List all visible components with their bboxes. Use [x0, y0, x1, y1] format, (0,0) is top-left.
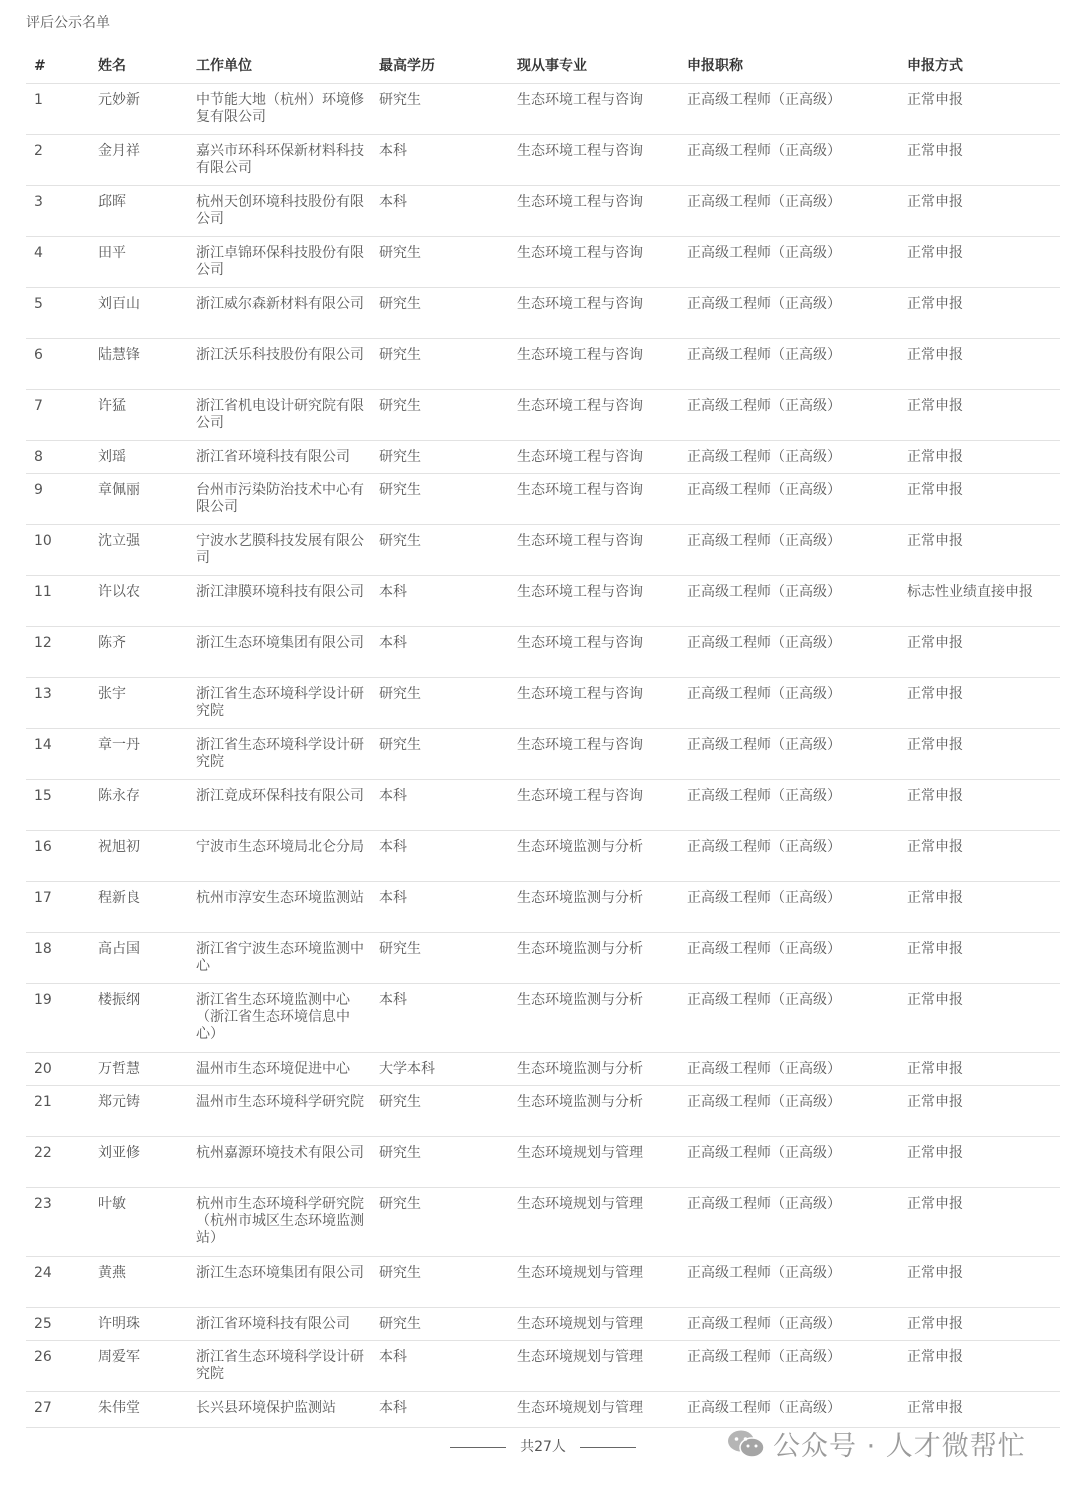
table-row — [26, 729, 1060, 780]
header-title: 申报职称 — [687, 58, 743, 74]
cell-specialty: 生态环境监测与分析 — [517, 992, 643, 1008]
cell-specialty: 生态环境工程与咨询 — [517, 194, 643, 210]
cell-specialty: 生态环境工程与咨询 — [517, 92, 643, 108]
table-row — [26, 627, 1060, 678]
cell-mode: 正常申报 — [907, 788, 963, 804]
cell-name: 楼振纲 — [98, 992, 140, 1008]
cell-name: 张宇 — [98, 686, 126, 702]
cell-number: 9 — [34, 482, 43, 498]
cell-name: 叶敏 — [98, 1196, 126, 1212]
cell-number: 18 — [34, 941, 52, 957]
cell-employer: 浙江省环境科技有限公司 — [196, 449, 350, 465]
cell-education: 研究生 — [379, 737, 421, 753]
table-row — [26, 678, 1060, 729]
cell-education: 本科 — [379, 890, 407, 906]
cell-education: 研究生 — [379, 1316, 421, 1332]
cell-name: 高占国 — [98, 941, 140, 957]
cell-specialty: 生态环境规划与管理 — [517, 1265, 643, 1281]
cell-number: 15 — [34, 788, 52, 804]
table-row — [26, 84, 1060, 135]
cell-title: 正高级工程师（正高级） — [687, 839, 841, 855]
table-row — [26, 1086, 1060, 1137]
cell-employer: 温州市生态环境促进中心 — [196, 1061, 350, 1077]
cell-number: 1 — [34, 92, 43, 108]
cell-education: 本科 — [379, 143, 407, 159]
cell-title: 正高级工程师（正高级） — [687, 194, 841, 210]
table-row — [26, 237, 1060, 288]
cell-employer: 杭州嘉源环境技术有限公司 — [196, 1145, 364, 1161]
table-row — [26, 1308, 1060, 1341]
cell-education: 研究生 — [379, 941, 421, 957]
header-education: 最高学历 — [379, 58, 435, 74]
cell-mode: 正常申报 — [907, 686, 963, 702]
cell-title: 正高级工程师（正高级） — [687, 788, 841, 804]
cell-title: 正高级工程师（正高级） — [687, 1094, 841, 1110]
cell-number: 22 — [34, 1145, 52, 1161]
cell-education: 本科 — [379, 992, 407, 1008]
cell-education: 研究生 — [379, 686, 421, 702]
watermark-text: 公众号 · 人才微帮忙 — [773, 1431, 1026, 1462]
cell-employer: 浙江省生态环境监测中心（浙江省生态环境信息中心） — [196, 992, 350, 1042]
cell-education: 研究生 — [379, 482, 421, 498]
cell-title: 正高级工程师（正高级） — [687, 941, 841, 957]
cell-employer: 长兴县环境保护监测站 — [196, 1400, 336, 1416]
cell-title: 正高级工程师（正高级） — [687, 449, 841, 465]
table-row — [26, 390, 1060, 441]
cell-employer: 浙江沃乐科技股份有限公司 — [196, 347, 364, 363]
watermark — [727, 1424, 1026, 1463]
cell-name: 陆慧锋 — [98, 347, 140, 363]
cell-name: 沈立强 — [98, 533, 140, 549]
table-row — [26, 339, 1060, 390]
cell-mode: 正常申报 — [907, 1061, 963, 1077]
cell-employer: 浙江省生态环境科学设计研究院 — [196, 686, 364, 719]
cell-name: 金月祥 — [98, 143, 140, 159]
cell-number: 5 — [34, 296, 43, 312]
table-row — [26, 1137, 1060, 1188]
cell-education: 研究生 — [379, 347, 421, 363]
cell-employer: 浙江生态环境集团有限公司 — [196, 635, 364, 651]
cell-name: 许明珠 — [98, 1316, 140, 1332]
cell-education: 本科 — [379, 1400, 407, 1416]
cell-name: 刘瑶 — [98, 449, 126, 465]
cell-title: 正高级工程师（正高级） — [687, 398, 841, 414]
cell-employer: 杭州天创环境科技股份有限公司 — [196, 194, 364, 227]
cell-mode: 标志性业绩直接申报 — [907, 584, 1033, 600]
cell-number: 10 — [34, 533, 52, 549]
cell-title: 正高级工程师（正高级） — [687, 890, 841, 906]
cell-education: 研究生 — [379, 245, 421, 261]
table-row — [26, 831, 1060, 882]
cell-education: 研究生 — [379, 398, 421, 414]
cell-specialty: 生态环境监测与分析 — [517, 1094, 643, 1110]
cell-education: 研究生 — [379, 1196, 421, 1212]
cell-education: 研究生 — [379, 533, 421, 549]
cell-mode: 正常申报 — [907, 1316, 963, 1332]
cell-employer: 杭州市生态环境科学研究院（杭州市城区生态环境监测站） — [196, 1196, 364, 1246]
cell-title: 正高级工程师（正高级） — [687, 584, 841, 600]
cell-mode: 正常申报 — [907, 398, 963, 414]
cell-name: 陈永存 — [98, 788, 140, 804]
cell-name: 郑元铸 — [98, 1094, 140, 1110]
cell-education: 本科 — [379, 584, 407, 600]
cell-education: 本科 — [379, 788, 407, 804]
cell-employer: 宁波水艺膜科技发展有限公司 — [196, 533, 364, 566]
cell-education: 本科 — [379, 1349, 407, 1365]
cell-number: 3 — [34, 194, 43, 210]
cell-name: 许以农 — [98, 584, 140, 600]
cell-name: 许猛 — [98, 398, 126, 414]
cell-mode: 正常申报 — [907, 737, 963, 753]
candidate-table — [26, 50, 1060, 1428]
cell-employer: 浙江省宁波生态环境监测中心 — [196, 941, 364, 974]
cell-specialty: 生态环境监测与分析 — [517, 890, 643, 906]
cell-specialty: 生态环境监测与分析 — [517, 1061, 643, 1077]
cell-number: 21 — [34, 1094, 52, 1110]
cell-employer: 浙江省生态环境科学设计研究院 — [196, 1349, 364, 1382]
cell-employer: 浙江津膜环境科技有限公司 — [196, 584, 364, 600]
cell-specialty: 生态环境规划与管理 — [517, 1196, 643, 1212]
cell-number: 19 — [34, 992, 52, 1008]
table-row — [26, 1341, 1060, 1392]
cell-title: 正高级工程师（正高级） — [687, 737, 841, 753]
table-row — [26, 288, 1060, 339]
cell-number: 6 — [34, 347, 43, 363]
cell-title: 正高级工程师（正高级） — [687, 347, 841, 363]
cell-employer: 台州市污染防治技术中心有限公司 — [196, 482, 364, 515]
table-row — [26, 1188, 1060, 1257]
cell-mode: 正常申报 — [907, 194, 963, 210]
cell-employer: 中节能大地（杭州）环境修复有限公司 — [196, 92, 364, 125]
cell-education: 研究生 — [379, 92, 421, 108]
cell-title: 正高级工程师（正高级） — [687, 482, 841, 498]
table-row — [26, 576, 1060, 627]
table-row — [26, 441, 1060, 474]
cell-education: 本科 — [379, 839, 407, 855]
cell-employer: 杭州市淳安生态环境监测站 — [196, 890, 364, 906]
cell-number: 27 — [34, 1400, 52, 1416]
table-row — [26, 1392, 1060, 1428]
cell-number: 4 — [34, 245, 43, 261]
cell-title: 正高级工程师（正高级） — [687, 992, 841, 1008]
cell-mode: 正常申报 — [907, 533, 963, 549]
cell-mode: 正常申报 — [907, 449, 963, 465]
header-mode: 申报方式 — [907, 58, 963, 74]
table-header-row — [26, 50, 1060, 84]
cell-name: 田平 — [98, 245, 126, 261]
cell-title: 正高级工程师（正高级） — [687, 143, 841, 159]
cell-employer: 宁波市生态环境局北仑分局 — [196, 839, 364, 855]
cell-specialty: 生态环境工程与咨询 — [517, 347, 643, 363]
page-title: 评后公示名单 — [26, 15, 110, 31]
cell-mode: 正常申报 — [907, 1145, 963, 1161]
cell-specialty: 生态环境工程与咨询 — [517, 143, 643, 159]
cell-education: 研究生 — [379, 296, 421, 312]
cell-education: 本科 — [379, 194, 407, 210]
cell-employer: 浙江竟成环保科技有限公司 — [196, 788, 364, 804]
table-row — [26, 525, 1060, 576]
cell-education: 大学本科 — [379, 1061, 435, 1077]
cell-name: 万哲慧 — [98, 1061, 140, 1077]
cell-employer: 浙江省机电设计研究院有限公司 — [196, 398, 364, 431]
cell-specialty: 生态环境工程与咨询 — [517, 482, 643, 498]
cell-name: 章一丹 — [98, 737, 140, 753]
cell-number: 24 — [34, 1265, 52, 1281]
cell-specialty: 生态环境规划与管理 — [517, 1145, 643, 1161]
cell-number: 26 — [34, 1349, 52, 1365]
cell-employer: 嘉兴市环科环保新材料科技有限公司 — [196, 143, 364, 176]
cell-employer: 浙江省生态环境科学设计研究院 — [196, 737, 364, 770]
cell-specialty: 生态环境工程与咨询 — [517, 296, 643, 312]
table-row — [26, 984, 1060, 1053]
cell-mode: 正常申报 — [907, 890, 963, 906]
cell-mode: 正常申报 — [907, 1265, 963, 1281]
table-row — [26, 186, 1060, 237]
total-count: 共27人 — [520, 1439, 566, 1455]
cell-specialty: 生态环境工程与咨询 — [517, 398, 643, 414]
cell-specialty: 生态环境规划与管理 — [517, 1349, 643, 1365]
cell-employer: 浙江生态环境集团有限公司 — [196, 1265, 364, 1281]
cell-title: 正高级工程师（正高级） — [687, 1265, 841, 1281]
table-row — [26, 1257, 1060, 1308]
table-body — [26, 84, 1060, 1428]
cell-education: 研究生 — [379, 1145, 421, 1161]
cell-name: 祝旭初 — [98, 839, 140, 855]
cell-title: 正高级工程师（正高级） — [687, 1061, 841, 1077]
cell-number: 17 — [34, 890, 52, 906]
cell-specialty: 生态环境规划与管理 — [517, 1316, 643, 1332]
cell-number: 20 — [34, 1061, 52, 1077]
footer-line-right — [580, 1447, 636, 1448]
cell-number: 23 — [34, 1196, 52, 1212]
cell-specialty: 生态环境工程与咨询 — [517, 686, 643, 702]
footer-line-left — [450, 1447, 506, 1448]
cell-mode: 正常申报 — [907, 839, 963, 855]
cell-title: 正高级工程师（正高级） — [687, 296, 841, 312]
cell-title: 正高级工程师（正高级） — [687, 686, 841, 702]
cell-name: 章佩丽 — [98, 482, 140, 498]
table-row — [26, 780, 1060, 831]
cell-specialty: 生态环境工程与咨询 — [517, 584, 643, 600]
header-employer: 工作单位 — [196, 58, 252, 74]
cell-employer: 浙江威尔森新材料有限公司 — [196, 296, 364, 312]
cell-mode: 正常申报 — [907, 1400, 963, 1416]
header-name: 姓名 — [98, 58, 126, 74]
cell-name: 元妙新 — [98, 92, 140, 108]
cell-title: 正高级工程师（正高级） — [687, 1316, 841, 1332]
cell-name: 刘亚修 — [98, 1145, 140, 1161]
cell-name: 周爱军 — [98, 1349, 140, 1365]
cell-name: 黄燕 — [98, 1265, 126, 1281]
cell-specialty: 生态环境监测与分析 — [517, 839, 643, 855]
cell-specialty: 生态环境监测与分析 — [517, 941, 643, 957]
cell-mode: 正常申报 — [907, 482, 963, 498]
cell-mode: 正常申报 — [907, 245, 963, 261]
cell-title: 正高级工程师（正高级） — [687, 1349, 841, 1365]
table-row — [26, 1053, 1060, 1086]
cell-title: 正高级工程师（正高级） — [687, 245, 841, 261]
cell-mode: 正常申报 — [907, 1349, 963, 1365]
cell-specialty: 生态环境工程与咨询 — [517, 449, 643, 465]
header-number: # — [34, 58, 46, 74]
cell-number: 11 — [34, 584, 52, 600]
cell-specialty: 生态环境工程与咨询 — [517, 737, 643, 753]
cell-number: 14 — [34, 737, 52, 753]
cell-title: 正高级工程师（正高级） — [687, 1400, 841, 1416]
cell-mode: 正常申报 — [907, 92, 963, 108]
cell-employer: 温州市生态环境科学研究院 — [196, 1094, 364, 1110]
cell-mode: 正常申报 — [907, 992, 963, 1008]
cell-title: 正高级工程师（正高级） — [687, 92, 841, 108]
cell-mode: 正常申报 — [907, 941, 963, 957]
cell-number: 16 — [34, 839, 52, 855]
cell-title: 正高级工程师（正高级） — [687, 1145, 841, 1161]
cell-name: 陈齐 — [98, 635, 126, 651]
table-row — [26, 933, 1060, 984]
cell-education: 本科 — [379, 635, 407, 651]
cell-mode: 正常申报 — [907, 635, 963, 651]
cell-name: 邱晖 — [98, 194, 126, 210]
cell-education: 研究生 — [379, 449, 421, 465]
cell-education: 研究生 — [379, 1094, 421, 1110]
cell-number: 12 — [34, 635, 52, 651]
table-row — [26, 135, 1060, 186]
cell-mode: 正常申报 — [907, 143, 963, 159]
cell-specialty: 生态环境工程与咨询 — [517, 245, 643, 261]
cell-specialty: 生态环境规划与管理 — [517, 1400, 643, 1416]
cell-mode: 正常申报 — [907, 1196, 963, 1212]
cell-title: 正高级工程师（正高级） — [687, 1196, 841, 1212]
table-row — [26, 474, 1060, 525]
cell-name: 刘百山 — [98, 296, 140, 312]
cell-specialty: 生态环境工程与咨询 — [517, 788, 643, 804]
cell-mode: 正常申报 — [907, 296, 963, 312]
cell-number: 13 — [34, 686, 52, 702]
cell-number: 2 — [34, 143, 43, 159]
cell-specialty: 生态环境工程与咨询 — [517, 635, 643, 651]
cell-name: 朱伟堂 — [98, 1400, 140, 1416]
cell-title: 正高级工程师（正高级） — [687, 635, 841, 651]
cell-employer: 浙江卓锦环保科技股份有限公司 — [196, 245, 364, 278]
table-row — [26, 882, 1060, 933]
cell-title: 正高级工程师（正高级） — [687, 533, 841, 549]
cell-employer: 浙江省环境科技有限公司 — [196, 1316, 350, 1332]
cell-education: 研究生 — [379, 1265, 421, 1281]
cell-name: 程新良 — [98, 890, 140, 906]
cell-mode: 正常申报 — [907, 347, 963, 363]
cell-number: 7 — [34, 398, 43, 414]
cell-number: 8 — [34, 449, 43, 465]
wechat-icon — [727, 1429, 765, 1459]
cell-specialty: 生态环境工程与咨询 — [517, 533, 643, 549]
cell-number: 25 — [34, 1316, 52, 1332]
header-specialty: 现从事专业 — [517, 58, 587, 74]
cell-mode: 正常申报 — [907, 1094, 963, 1110]
